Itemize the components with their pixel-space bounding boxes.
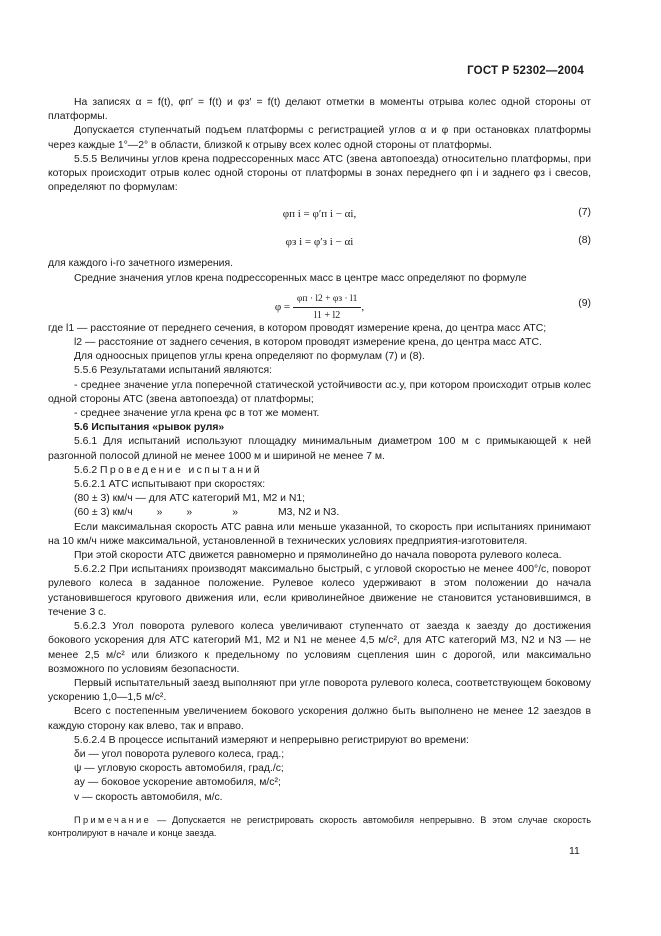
page-body	[48, 96, 591, 840]
subsection-number: 5.6.2	[74, 464, 98, 476]
paragraph: 5.5.6 Результатами испытаний являются:	[74, 365, 273, 377]
paragraph: Всего с постепенным увеличением бокового ускорения должно быть выполнено не менее 12 заездов в каждую сторону как влево, так и вправо.	[48, 706, 591, 732]
speed-value: (60 ± 3) км/ч	[74, 507, 133, 519]
formula-9-denominator: l1 + l2	[314, 310, 341, 322]
ditto-mark: »	[156, 507, 163, 519]
paragraph: Допускается ступенчатый подъем платформы с регистрацией углов α и φ при остановках платформы через каждые 1°—2° в области, близкой к отрыву всех колес одной стороны от платформы.	[48, 125, 591, 151]
paragraph: При этой скорости АТС движется равномерно и прямолинейно до начала поворота рулевого колеса.	[74, 550, 562, 562]
page-number: 11	[569, 846, 580, 857]
note-text: — Допускается не регистрировать скорость автомобиля непрерывно. В этом случае скорость контролируют в начале и конце заезда.	[48, 814, 591, 838]
ditto-mark: »	[232, 507, 238, 519]
speed-line	[48, 506, 591, 520]
measured-item: ay — боковое ускорение автомобиля, м/с²;	[74, 777, 281, 789]
formula-9	[48, 290, 591, 320]
formula-8-number: (8)	[578, 235, 591, 247]
formula-7	[48, 203, 591, 225]
category-list: M3, N2 и N3.	[277, 507, 340, 519]
formula-7-expression: φп i = φ′п i − αi,	[282, 208, 357, 221]
formula-7-number: (7)	[578, 207, 591, 219]
paragraph: 5.6.2.1 АТС испытывают при скоростях:	[74, 479, 266, 491]
paragraph: для каждого i-го зачетного измерения.	[48, 258, 233, 270]
measured-item: δи — угол поворота рулевого колеса, град.;	[74, 748, 285, 760]
measured-item: ψ — угловую скорость автомобиля, град./с;	[74, 763, 284, 775]
ditto-mark: »	[186, 507, 193, 519]
paragraph: 5.6.2.3 Угол поворота рулевого колеса увеличивают ступенчато от заезда к заезду до достижения бокового ускорения для АТС категорий M1, M2 и N1 не менее 4,5 м/с², для АТС категорий M3, N2 и N3 — не менее 2,5 м/с² или близкого к предельному по условиям сцепления шин с дорогой, или максимально возможного по условиям безопасности.	[48, 621, 591, 675]
formula-8-expression: φз i = φ′з i − αi	[285, 236, 354, 249]
speed-line: (80 ± 3) км/ч — для АТС категорий M1, M2 и N1;	[74, 493, 306, 505]
paragraph: где l1 — расстояние от переднего сечения, в котором проводят измерение крена, до центра масс АТС;	[48, 322, 547, 334]
measured-item: v — скорость автомобиля, м/с.	[74, 791, 223, 803]
paragraph: l2 — расстояние от заднего сечения, в котором проводят измерение крена, до центра масс АТС.	[74, 337, 542, 349]
standard-number: ГОСТ Р 52302—2004	[467, 65, 584, 77]
paragraph: 5.6.1 Для испытаний используют площадку минимальным диаметром 100 м с примыкающей к ней разгонной полосой длиной не менее 1000 м и шириной не менее 7 м.	[48, 436, 591, 462]
formula-9-fraction	[293, 292, 365, 323]
paragraph: Средние значения углов крена подрессоренных масс в центре масс определяют по формуле	[74, 272, 527, 284]
paragraph: - среднее значение угла поперечной статической устойчивости αс.у, при котором происходит отрыв колес одной стороны АТС (звена автопоезда) от платформы;	[48, 379, 591, 405]
formula-8	[48, 231, 591, 253]
subsection-title: Проведение испытаний	[100, 464, 262, 476]
formula-9-expression	[48, 292, 591, 323]
note	[48, 814, 591, 840]
paragraph: На записях α = f(t), φп′ = f(t) и φз′ = f(t) делают отметки в моменты отрыва колес одной стороны от платформы.	[48, 97, 591, 123]
paragraph: Первый испытательный заезд выполняют при угле поворота рулевого колеса, соответствующем боковому ускорению 1,0—1,5 м/с².	[48, 677, 591, 704]
formula-9-lhs: φ =	[274, 301, 291, 314]
formula-9-number: (9)	[578, 297, 591, 309]
paragraph: - среднее значение угла крена φс в тот же момент.	[74, 408, 320, 420]
paragraph: 5.6.2.4 В процессе испытаний измеряют и непрерывно регистрируют во времени:	[74, 734, 469, 746]
paragraph: 5.6.2.2 При испытаниях производят максимально быстрый, с угловой скоростью не менее 400°/с, поворот рулевого колеса в заданное положение. Рулевое колесо удерживают в этом положении до начала установившегося кругового движения или, если криволинейное движение не становится установившимся, в течение 3 с.	[48, 564, 591, 618]
paragraph: Если максимальная скорость АТС равна или меньше указанной, то скорость при испытаниях принимают на 10 км/ч ниже максимальной, установленной в технических условиях предприятия-изготовителя.	[48, 521, 591, 547]
note-label: Примечание	[74, 814, 152, 825]
section-heading: 5.6 Испытания «рывок руля»	[74, 422, 225, 434]
paragraph: 5.5.5 Величины углов крена подрессоренных масс АТС (звена автопоезда) относительно платформы, при которых происходит отрыв колес одной стороны от платформы в зонах переднего φп i и заднего φз i свесов, определяют по формулам:	[48, 153, 591, 194]
paragraph: Для одноосных прицепов углы крена определяют по формулам (7) и (8).	[74, 351, 425, 363]
subsection-heading	[48, 464, 591, 478]
formula-9-numerator: φп · l2 + φз · l1	[293, 292, 362, 308]
formula-9-tail: ,	[361, 301, 365, 314]
